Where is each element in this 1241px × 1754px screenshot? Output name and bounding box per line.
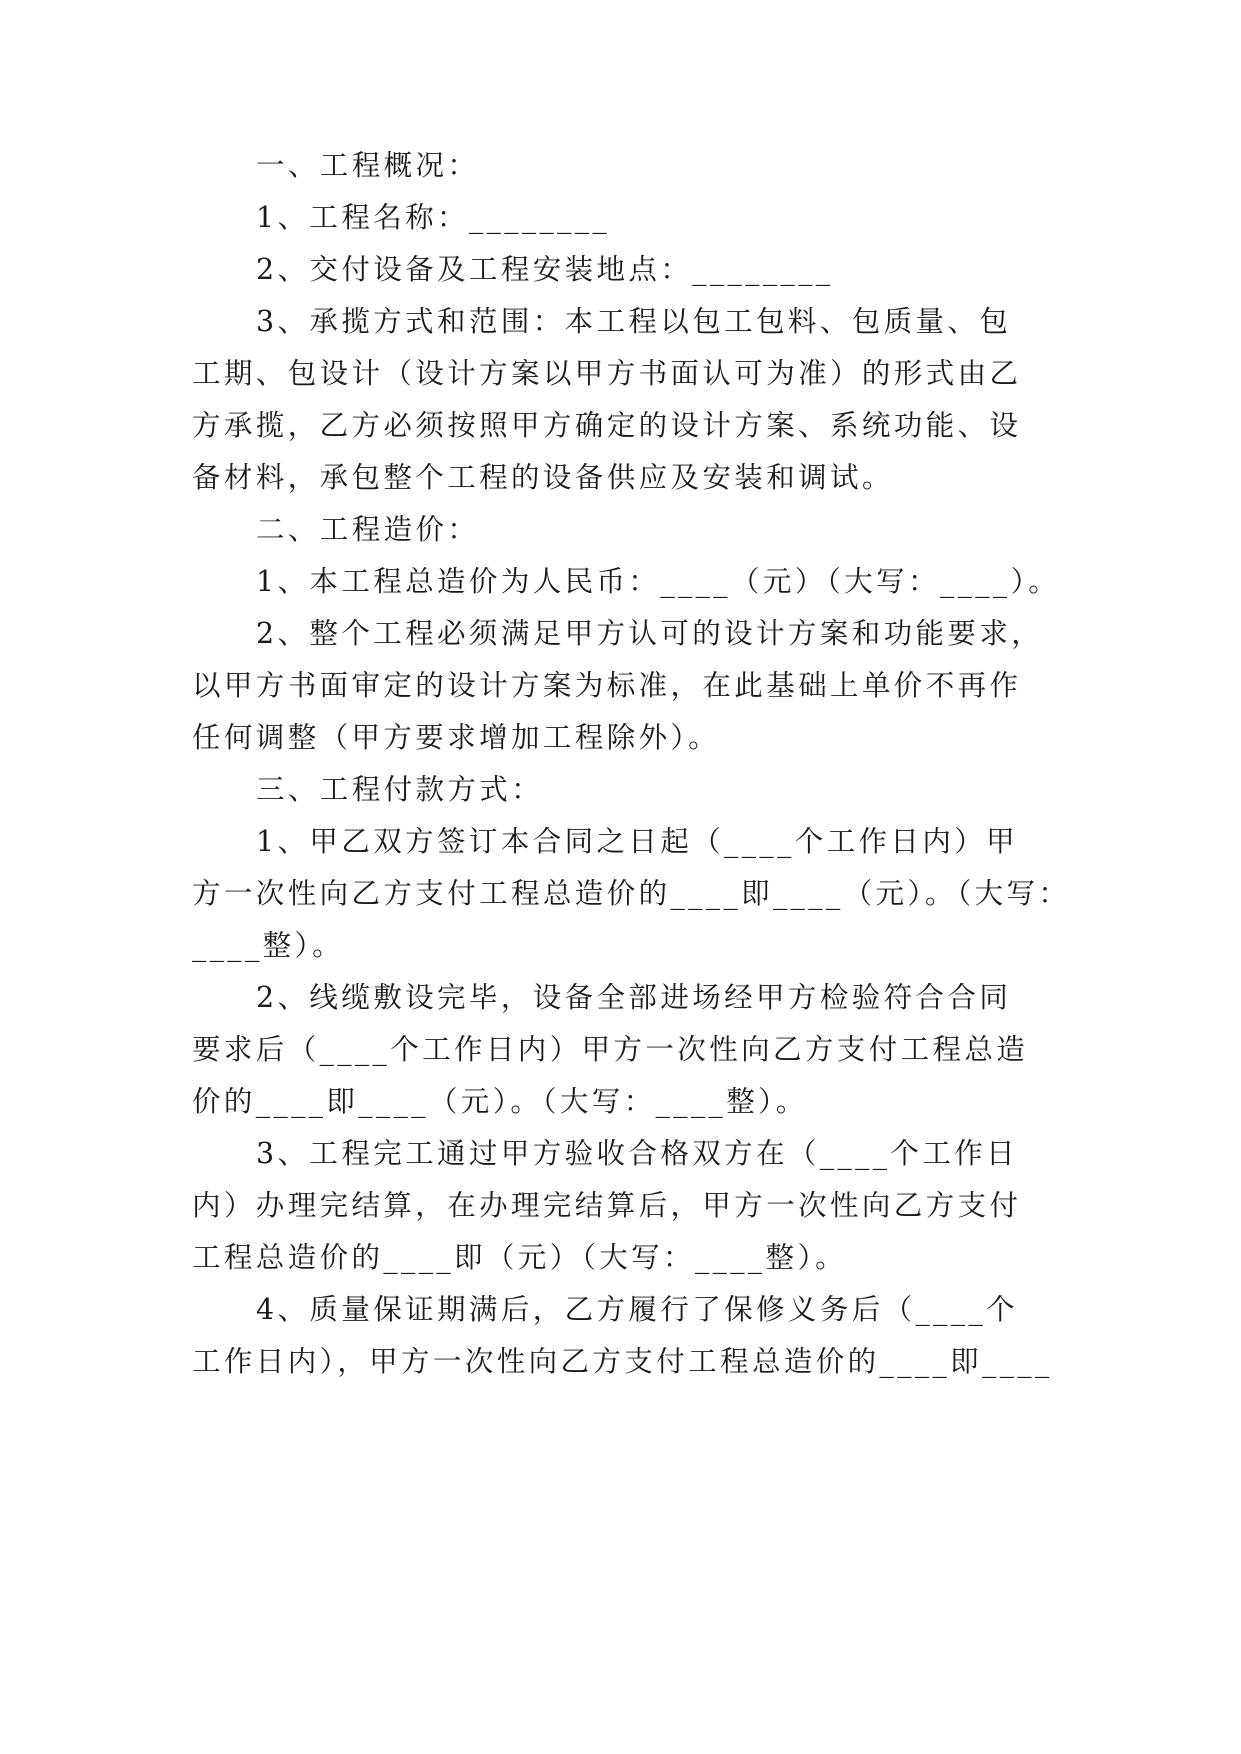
section-heading-overview: 一、工程概况：: [256, 149, 480, 182]
clause-payment-1-line-3: ____整）。: [192, 929, 345, 962]
section-heading-payment: 三、工程付款方式：: [256, 773, 544, 806]
clause-payment-3-line-3: 工程总造价的____即（元）（大写：____整）。: [192, 1241, 848, 1274]
clause-design-standard-line-1: 2、整个工程必须满足甲方认可的设计方案和功能要求，: [256, 617, 1044, 650]
clause-design-standard-line-3: 任何调整（甲方要求增加工程除外）。: [192, 721, 721, 754]
clause-contract-scope-line-3: 方承揽，乙方必须按照甲方确定的设计方案、系统功能、设: [192, 409, 1022, 442]
clause-project-name: 1、工程名称：________: [256, 201, 611, 234]
clause-contract-scope-line-1: 3、承揽方式和范围：本工程以包工包料、包质量、包: [256, 305, 1012, 338]
clause-contract-scope-line-4: 备材料，承包整个工程的设备供应及安装和调试。: [192, 461, 894, 494]
clause-design-standard-line-2: 以甲方书面审定的设计方案为标准，在此基础上单价不再作: [192, 669, 1022, 702]
clause-contract-scope-line-2: 工期、包设计（设计方案以甲方书面认可为准）的形式由乙: [192, 357, 1022, 390]
clause-payment-2-line-3: 价的____即____（元）。（大写：____整）。: [192, 1085, 808, 1118]
clause-payment-1-line-1: 1、甲乙双方签订本合同之日起（____个工作日内）甲: [256, 825, 1019, 858]
clause-payment-2-line-1: 2、线缆敷设完毕，设备全部进场经甲方检验符合合同: [256, 981, 1012, 1014]
clause-payment-4-line-1: 4、质量保证期满后，乙方履行了保修义务后（____个: [256, 1293, 1019, 1326]
clause-total-cost: 1、本工程总造价为人民币：____（元）（大写：____）。: [256, 565, 1061, 598]
section-heading-cost: 二、工程造价：: [256, 513, 480, 546]
clause-payment-4-line-2: 工作日内），甲方一次性向乙方支付工程总造价的____即____: [192, 1345, 1053, 1378]
clause-installation-site: 2、交付设备及工程安装地点：________: [256, 253, 834, 286]
clause-payment-2-line-2: 要求后（____个工作日内）甲方一次性向乙方支付工程总造: [192, 1033, 1029, 1066]
clause-payment-1-line-2: 方一次性向乙方支付工程总造价的____即____（元）。（大写：: [192, 877, 1071, 910]
clause-payment-3-line-1: 3、工程完工通过甲方验收合格双方在（____个工作日: [256, 1137, 1019, 1170]
clause-payment-3-line-2: 内）办理完结算，在办理完结算后，甲方一次性向乙方支付: [192, 1189, 1022, 1222]
